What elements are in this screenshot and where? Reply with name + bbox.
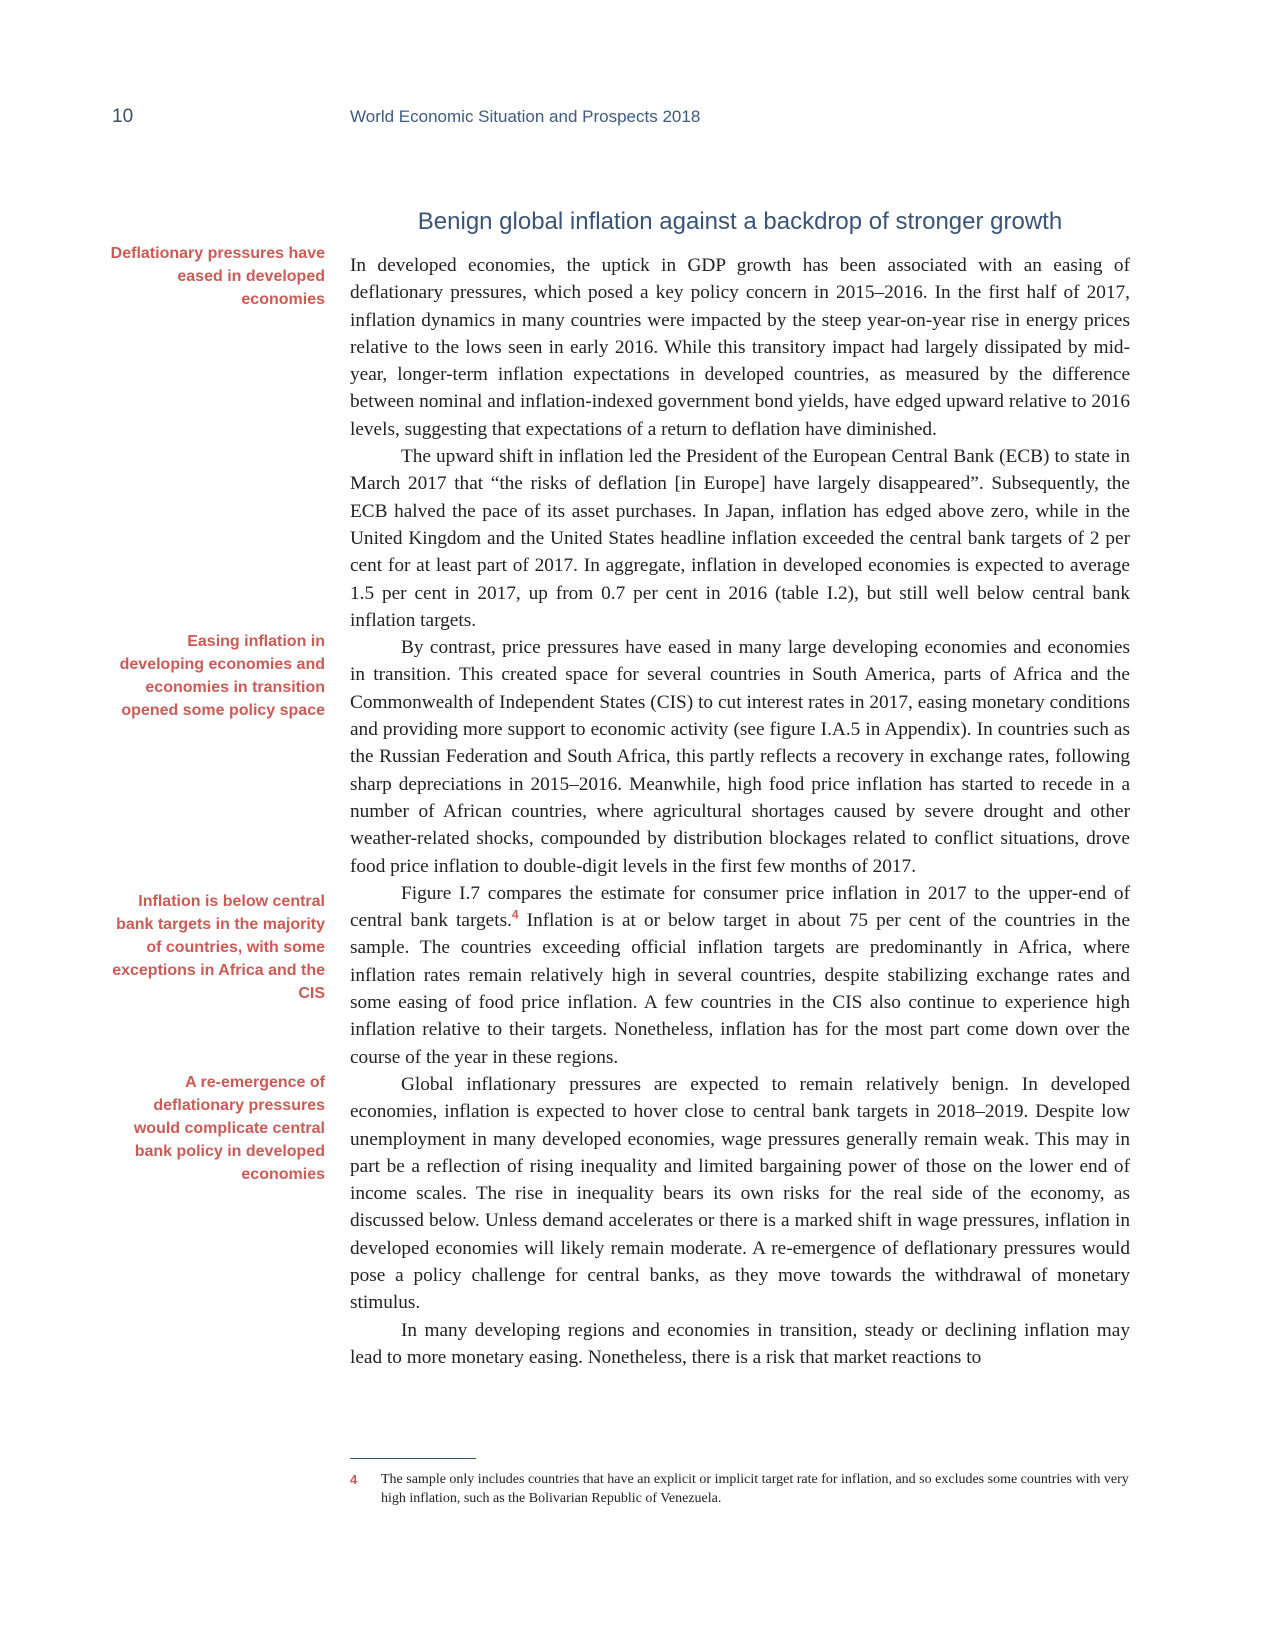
margin-note-deflation: Deflationary pressures have eased in developed economies <box>110 245 325 308</box>
paragraph-text: Figure I.7 compares the estimate for consumer price inflation in 2017 to the upper-end of central bank targets. <box>350 882 1130 932</box>
footnote-reference[interactable]: 4 <box>511 907 519 922</box>
footnote <box>350 1470 1130 1508</box>
paragraph: The upward shift in inflation led the President of the European Central Bank (ECB) to state in March 2017 that “the risks of deflation [in Europe] have largely disappeared”. Subsequently, the ECB halved the pace of its asset purchases. In Japan, inflation has edged above zero, while in the United Kingdom and the United States headline inflation exceeded the central bank targets of 2 per cent for at least part of 2017. In aggregate, inflation in developed economies is expected to average 1.5 per cent in 2017, up from 0.7 per cent in 2016 (table I.2), but still well below central bank inflation targets. <box>350 446 1130 631</box>
paragraph: In developed economies, the uptick in GDP growth has been associated with an easing of deflationary pressures, which posed a key policy concern in 2015–2016. In the first half of 2017, inflation dynamics in many countries were impacted by the steep year-on-year rise in energy prices relative to the lows seen in early 2016. While this transitory impact had largely dissipated by mid-year, longer-term inflation expectations in developed countries, as measured by the difference between nominal and inflation-indexed government bond yields, have edged upward relative to 2016 levels, suggesting that expectations of a return to deflation have diminished. <box>350 255 1130 440</box>
margin-note-re-emergence: A re-emergence of deflationary pressures would complicate central bank policy in developed economies <box>133 1074 325 1183</box>
footnote-number: 4 <box>350 1472 358 1487</box>
paragraph <box>350 880 1130 1071</box>
paragraph: Global inflationary pressures are expected to remain relatively benign. In developed economies, inflation is expected to hover close to central bank targets in 2018–2019. Despite low unemployment in many developed economies, wage pressures generally remain weak. This may in part be a reflection of rising inequality and limited bargaining power of those on the lower end of income scales. The rise in inequality bears its own risks for the real side of the economy, as discussed below. Unless demand accelerates or there is a marked shift in wage pressures, inflation in developed economies will likely remain moderate. A re-emergence of deflationary pressures would pose a policy challenge for central banks, as they move towards the withdrawal of monetary stimulus. <box>350 1073 1130 1314</box>
paragraph: By contrast, price pressures have eased in many large developing economies and economies in transition. This created space for several countries in South America, parts of Africa and the Commonwealth of Independent States (CIS) to cut interest rates in 2017, easing monetary conditions and providing more support to economic activity (see figure I.A.5 in Appendix). In countries such as the Russian Federation and South Africa, this partly reflects a recovery in exchange rates, following sharp depreciations in 2015–2016. Meanwhile, high food price inflation has started to recede in a number of African countries, where agricultural shortages caused by severe drought and other weather-related shocks, compounded by distribution blockages related to conflict situations, drove food price inflation to double-digit levels in the first few months of 2017. <box>350 637 1130 877</box>
paragraph: In many developing regions and economies in transition, steady or declining inflation may lead to more monetary easing. Nonetheless, there is a risk that market reactions to <box>350 1319 1130 1368</box>
section-heading: Benign global inflation against a backdrop of stronger growth <box>417 208 1063 235</box>
margin-note-below-targets: Inflation is below central bank targets in the majority of countries, with some exceptions in Africa and the CIS <box>112 893 325 1002</box>
paragraph-text: Inflation is at or below target in about 75 per cent of the countries in the sample. The countries exceeding official inflation targets are predominantly in Africa, where inflation rates remain relatively high in several countries, despite stabilizing exchange rates and some easing of food price inflation. A few countries in the CIS also continue to experience high inflation relative to their targets. Nonetheless, inflation has for the most part come down over the course of the year in these regions. <box>350 910 1130 1068</box>
body-text <box>350 252 1130 1371</box>
footnote-text: The sample only includes countries that have an explicit or implicit target rate for inflation, and so excludes some countries with very high inflation, such as the Bolivarian Republic of Venezuela. <box>381 1472 1129 1506</box>
running-title: World Economic Situation and Prospects 2018 <box>350 107 701 126</box>
page-number: 10 <box>112 106 134 127</box>
margin-note-easing-inflation: Easing inflation in developing economies and economies in transition opened some policy space <box>119 633 325 719</box>
footnote-divider <box>350 1458 476 1459</box>
